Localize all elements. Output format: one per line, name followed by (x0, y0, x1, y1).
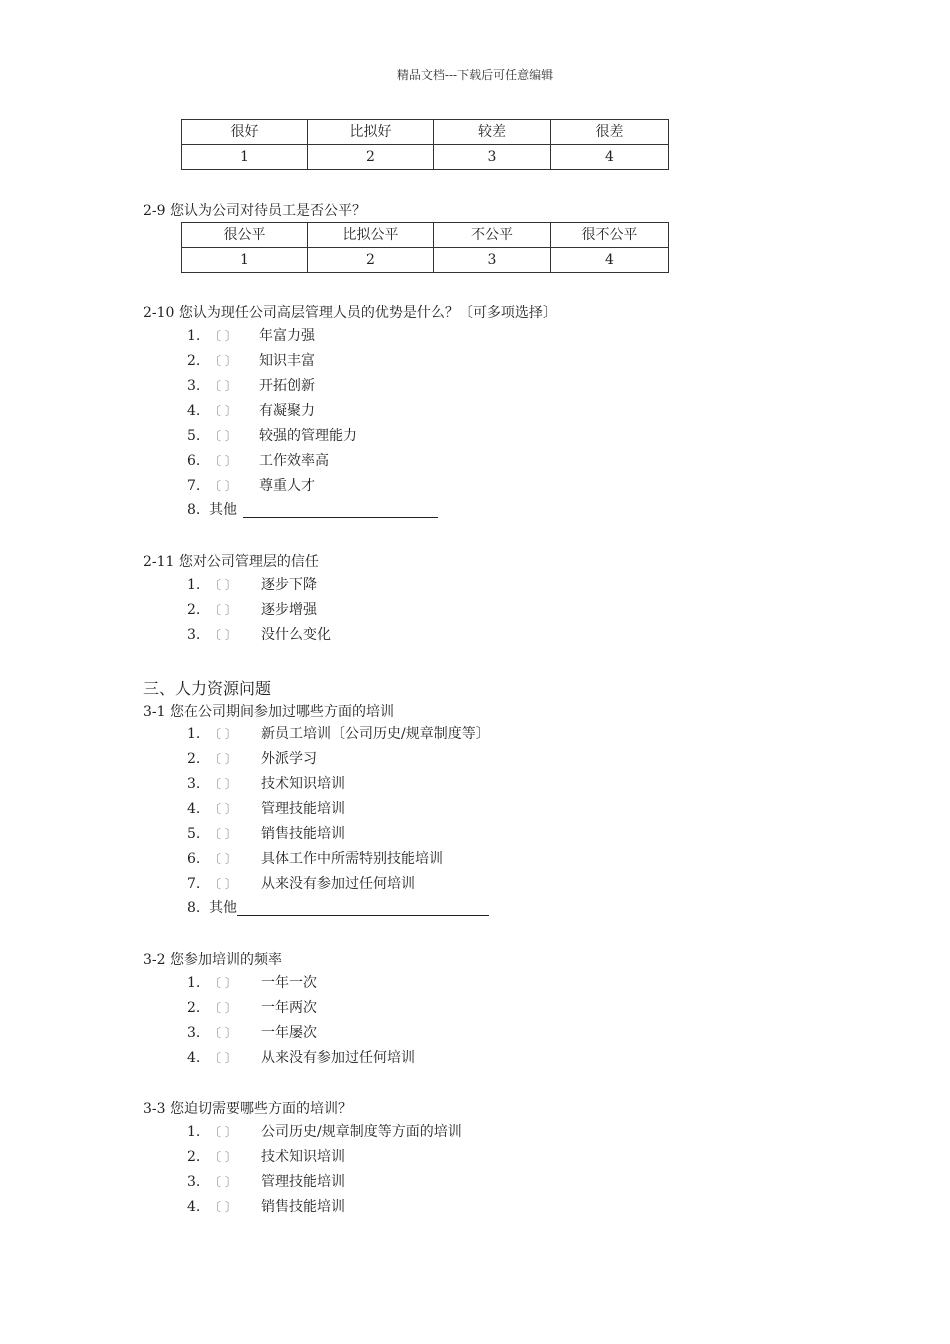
option-label: 具体工作中所需特别技能培训 (261, 851, 443, 867)
option-label: 年富力强 (259, 328, 315, 344)
option-item[interactable] (187, 401, 315, 421)
option-label: 从来没有参加过任何培训 (261, 876, 415, 892)
question-title-2-9: 2-9 您认为公司对待员工是否公平？ (143, 203, 366, 219)
option-label: 销售技能培训 (261, 1199, 345, 1215)
option-label: 逐步下降 (261, 577, 317, 593)
checkbox-bracket[interactable]: 〔 〕 (209, 1125, 237, 1139)
checkbox-bracket[interactable]: 〔 〕 (209, 1001, 237, 1015)
option-label: 工作效率高 (259, 453, 329, 469)
option-item[interactable] (187, 625, 331, 645)
option-number: 7. (187, 478, 201, 494)
option-number: 4. (187, 1199, 201, 1215)
option-label: 管理技能培训 (261, 1174, 345, 1190)
question-title-3-3: 3-3 您迫切需要哪些方面的培训？ (143, 1101, 352, 1117)
option-number: 5. (187, 428, 201, 444)
table-row (182, 248, 669, 273)
option-item[interactable] (187, 1122, 462, 1142)
checkbox-bracket[interactable]: 〔 〕 (209, 1051, 237, 1065)
option-number: 8. (187, 900, 201, 916)
option-label: 有凝聚力 (259, 403, 315, 419)
checkbox-bracket[interactable]: 〔 〕 (209, 1150, 237, 1164)
table-header-cell: 比拟公平 (308, 223, 434, 248)
option-label: 技术知识培训 (261, 776, 345, 792)
table-header-cell: 很公平 (182, 223, 308, 248)
option-number: 3. (187, 776, 201, 792)
option-number: 3. (187, 378, 201, 394)
section-title: 三、人力资源问题 (143, 679, 272, 698)
checkbox-bracket[interactable]: 〔 〕 (209, 976, 237, 990)
option-item[interactable] (187, 724, 490, 744)
option-item[interactable] (187, 1023, 317, 1043)
option-number: 6. (187, 453, 201, 469)
option-item[interactable] (187, 799, 345, 819)
option-number: 4. (187, 801, 201, 817)
checkbox-bracket[interactable]: 〔 〕 (209, 877, 237, 891)
checkbox-bracket[interactable]: 〔 〕 (209, 578, 237, 592)
option-label: 知识丰富 (259, 353, 315, 369)
checkbox-bracket[interactable]: 〔 〕 (209, 752, 237, 766)
checkbox-bracket[interactable]: 〔 〕 (209, 1200, 237, 1214)
option-number: 3. (187, 1174, 201, 1190)
option-number: 2. (187, 751, 201, 767)
table-cell: 3 (434, 145, 551, 170)
checkbox-bracket[interactable]: 〔 〕 (209, 1175, 237, 1189)
rating-table-2-9 (181, 222, 669, 273)
option-item[interactable] (187, 749, 317, 769)
table-cell: 4 (551, 248, 669, 273)
checkbox-bracket[interactable]: 〔 〕 (209, 354, 237, 368)
table-header-row (182, 120, 669, 145)
checkbox-bracket[interactable]: 〔 〕 (209, 454, 237, 468)
option-item[interactable] (187, 849, 443, 869)
option-item-other[interactable] (187, 500, 438, 520)
option-item[interactable] (187, 1172, 345, 1192)
option-label: 较强的管理能力 (259, 428, 357, 444)
option-label: 逐步增强 (261, 602, 317, 618)
option-number: 1. (187, 975, 201, 991)
option-item[interactable] (187, 1197, 345, 1217)
option-item[interactable] (187, 1147, 345, 1167)
checkbox-bracket[interactable]: 〔 〕 (209, 727, 237, 741)
option-item[interactable] (187, 376, 315, 396)
option-label: 其他 (209, 900, 237, 916)
table-cell: 3 (434, 248, 551, 273)
checkbox-bracket[interactable]: 〔 〕 (209, 628, 237, 642)
option-number: 2. (187, 1000, 201, 1016)
checkbox-bracket[interactable]: 〔 〕 (209, 329, 237, 343)
checkbox-bracket[interactable]: 〔 〕 (209, 404, 237, 418)
option-item[interactable] (187, 476, 315, 496)
option-item[interactable] (187, 998, 317, 1018)
option-number: 2. (187, 602, 201, 618)
checkbox-bracket[interactable]: 〔 〕 (209, 379, 237, 393)
table-header-cell: 很不公平 (551, 223, 669, 248)
option-number: 1. (187, 726, 201, 742)
table-cell: 1 (182, 145, 308, 170)
option-item[interactable] (187, 575, 317, 595)
option-item[interactable] (187, 824, 345, 844)
table-header-cell: 较差 (434, 120, 551, 145)
checkbox-bracket[interactable]: 〔 〕 (209, 479, 237, 493)
option-number: 6. (187, 851, 201, 867)
option-label: 技术知识培训 (261, 1149, 345, 1165)
checkbox-bracket[interactable]: 〔 〕 (209, 852, 237, 866)
checkbox-bracket[interactable]: 〔 〕 (209, 429, 237, 443)
option-label: 一年两次 (261, 1000, 317, 1016)
option-item[interactable] (187, 351, 315, 371)
question-title-2-11: 2-11 您对公司管理层的信任 (143, 554, 319, 570)
option-item[interactable] (187, 874, 415, 894)
table-cell: 1 (182, 248, 308, 273)
option-item[interactable] (187, 973, 317, 993)
question-title-3-1: 3-1 您在公司期间参加过哪些方面的培训 (143, 704, 394, 720)
option-number: 4. (187, 403, 201, 419)
option-number: 8. (187, 502, 201, 518)
option-number: 5. (187, 826, 201, 842)
option-label: 一年屡次 (261, 1025, 317, 1041)
option-label: 新员工培训〔公司历史/规章制度等〕 (261, 726, 490, 742)
checkbox-bracket[interactable]: 〔 〕 (209, 777, 237, 791)
option-item[interactable] (187, 774, 345, 794)
checkbox-bracket[interactable]: 〔 〕 (209, 802, 237, 816)
option-label: 其他 (209, 502, 237, 518)
table-header-cell: 比拟好 (308, 120, 434, 145)
option-item-other[interactable] (187, 898, 489, 918)
table-header-cell: 很差 (551, 120, 669, 145)
question-title-3-2: 3-2 您参加培训的频率 (143, 952, 282, 968)
option-label: 销售技能培训 (261, 826, 345, 842)
option-item[interactable] (187, 326, 315, 346)
page-header: 精品文档---下载后可任意编辑 (396, 68, 554, 82)
option-number: 7. (187, 876, 201, 892)
option-number: 2. (187, 1149, 201, 1165)
table-row (182, 145, 669, 170)
checkbox-bracket[interactable]: 〔 〕 (209, 1026, 237, 1040)
checkbox-bracket[interactable]: 〔 〕 (209, 603, 237, 617)
table-header-cell: 很好 (182, 120, 308, 145)
rating-table-1 (181, 119, 669, 170)
option-number: 3. (187, 1025, 201, 1041)
option-item[interactable] (187, 1048, 415, 1068)
table-header-row (182, 223, 669, 248)
question-title-2-10: 2-10 您认为现任公司高层管理人员的优势是什么？〔可多项选择〕 (143, 305, 557, 321)
option-label: 尊重人才 (259, 478, 315, 494)
option-label: 管理技能培训 (261, 801, 345, 817)
other-answer-line[interactable] (237, 900, 489, 916)
option-number: 1. (187, 577, 201, 593)
table-cell: 2 (308, 145, 434, 170)
table-header-cell: 不公平 (434, 223, 551, 248)
option-label: 开拓创新 (259, 378, 315, 394)
option-number: 4. (187, 1050, 201, 1066)
option-label: 一年一次 (261, 975, 317, 991)
table-cell: 4 (551, 145, 669, 170)
option-label: 公司历史/规章制度等方面的培训 (261, 1124, 462, 1140)
checkbox-bracket[interactable]: 〔 〕 (209, 827, 237, 841)
option-item[interactable] (187, 600, 317, 620)
option-label: 没什么变化 (261, 627, 331, 643)
option-number: 1. (187, 328, 201, 344)
other-answer-line[interactable] (243, 502, 438, 518)
option-number: 3. (187, 627, 201, 643)
option-number: 2. (187, 353, 201, 369)
option-item[interactable] (187, 451, 329, 471)
option-item[interactable] (187, 426, 357, 446)
option-label: 从来没有参加过任何培训 (261, 1050, 415, 1066)
table-cell: 2 (308, 248, 434, 273)
option-number: 1. (187, 1124, 201, 1140)
option-label: 外派学习 (261, 751, 317, 767)
